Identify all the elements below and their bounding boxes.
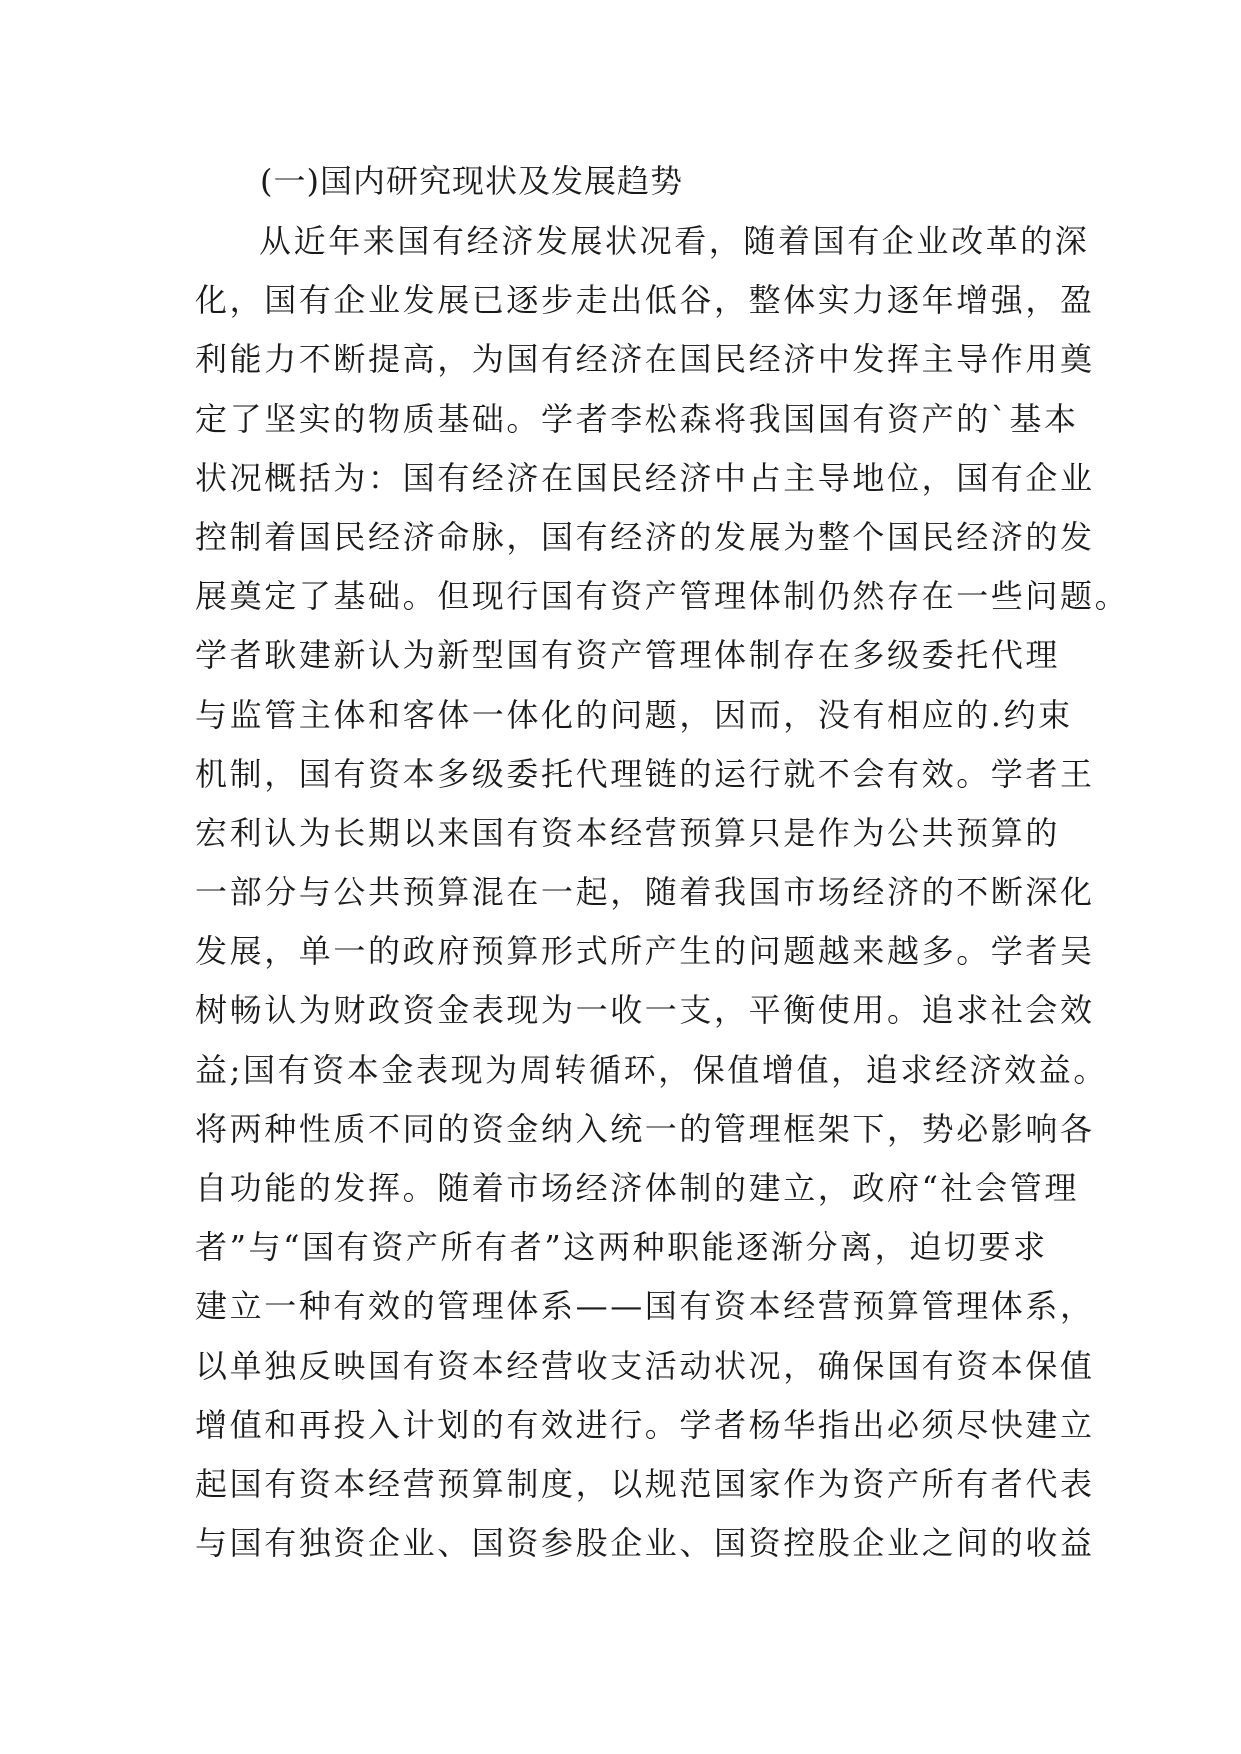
text-line: 控制着国民经济命脉，国有经济的发展为整个国民经济的发 (195, 517, 1095, 556)
text-line: 者”与“国有资产所有者”这两种职能逐渐分离，迫切要求 (195, 1228, 1048, 1267)
text-line: 与国有独资企业、国资参股企业、国资控股企业之间的收益 (195, 1524, 1095, 1563)
text-line: 树畅认为财政资金表现为一收一支，平衡使用。追求社会效 (195, 991, 1095, 1030)
text-line: 利能力不断提高，为国有经济在国民经济中发挥主导作用奠 (195, 340, 1095, 379)
text-line: 将两种性质不同的资金纳入统一的管理框架下，势必影响各 (195, 1109, 1095, 1148)
text-line: 增值和再投入计划的有效进行。学者杨华指出必须尽快建立 (195, 1405, 1095, 1444)
text-line: 与监管主体和客体一体化的问题，因而，没有相应的.约束 (195, 695, 1073, 734)
text-line: 建立一种有效的管理体系——国有资本经营预算管理体系， (195, 1287, 1095, 1326)
text-line: 一部分与公共预算混在一起，随着我国市场经济的不断深化 (195, 873, 1095, 912)
section-heading: (一)国内研究现状及发展趋势 (260, 162, 683, 200)
text-line: 发展，单一的政府预算形式所产生的问题越来越多。学者吴 (195, 932, 1095, 971)
text-line: 定了坚实的物质基础。学者李松森将我国国有资产的`基本 (195, 399, 1079, 438)
text-line: 起国有资本经营预算制度，以规范国家作为资产所有者代表 (195, 1464, 1095, 1503)
text-line: 以单独反映国有资本经营收支活动状况，确保国有资本保值 (195, 1346, 1095, 1385)
text-line: 学者耿建新认为新型国有资产管理体制存在多级委托代理 (195, 636, 1061, 675)
text-line: 宏利认为长期以来国有资本经营预算只是作为公共预算的 (195, 813, 1061, 852)
text-line: 益;国有资本金表现为周转循环，保值增值，追求经济效益。 (195, 1050, 1108, 1089)
text-line: 自功能的发挥。随着市场经济体制的建立，政府“社会管理 (195, 1169, 1079, 1207)
body-paragraph (195, 218, 1130, 1579)
text-line: 展奠定了基础。但现行国有资产管理体制仍然存在一些问题。 (195, 577, 1130, 616)
text-line: 化，国有企业发展已逐步走出低谷，整体实力逐年增强，盈 (195, 281, 1095, 320)
text-line: 状况概括为：国有经济在国民经济中占主导地位，国有企业 (195, 458, 1095, 497)
text-line: 机制，国有资本多级委托代理链的运行就不会有效。学者王 (195, 754, 1095, 793)
text-line: 从近年来国有经济发展状况看，随着国有企业改革的深 (259, 222, 1090, 260)
